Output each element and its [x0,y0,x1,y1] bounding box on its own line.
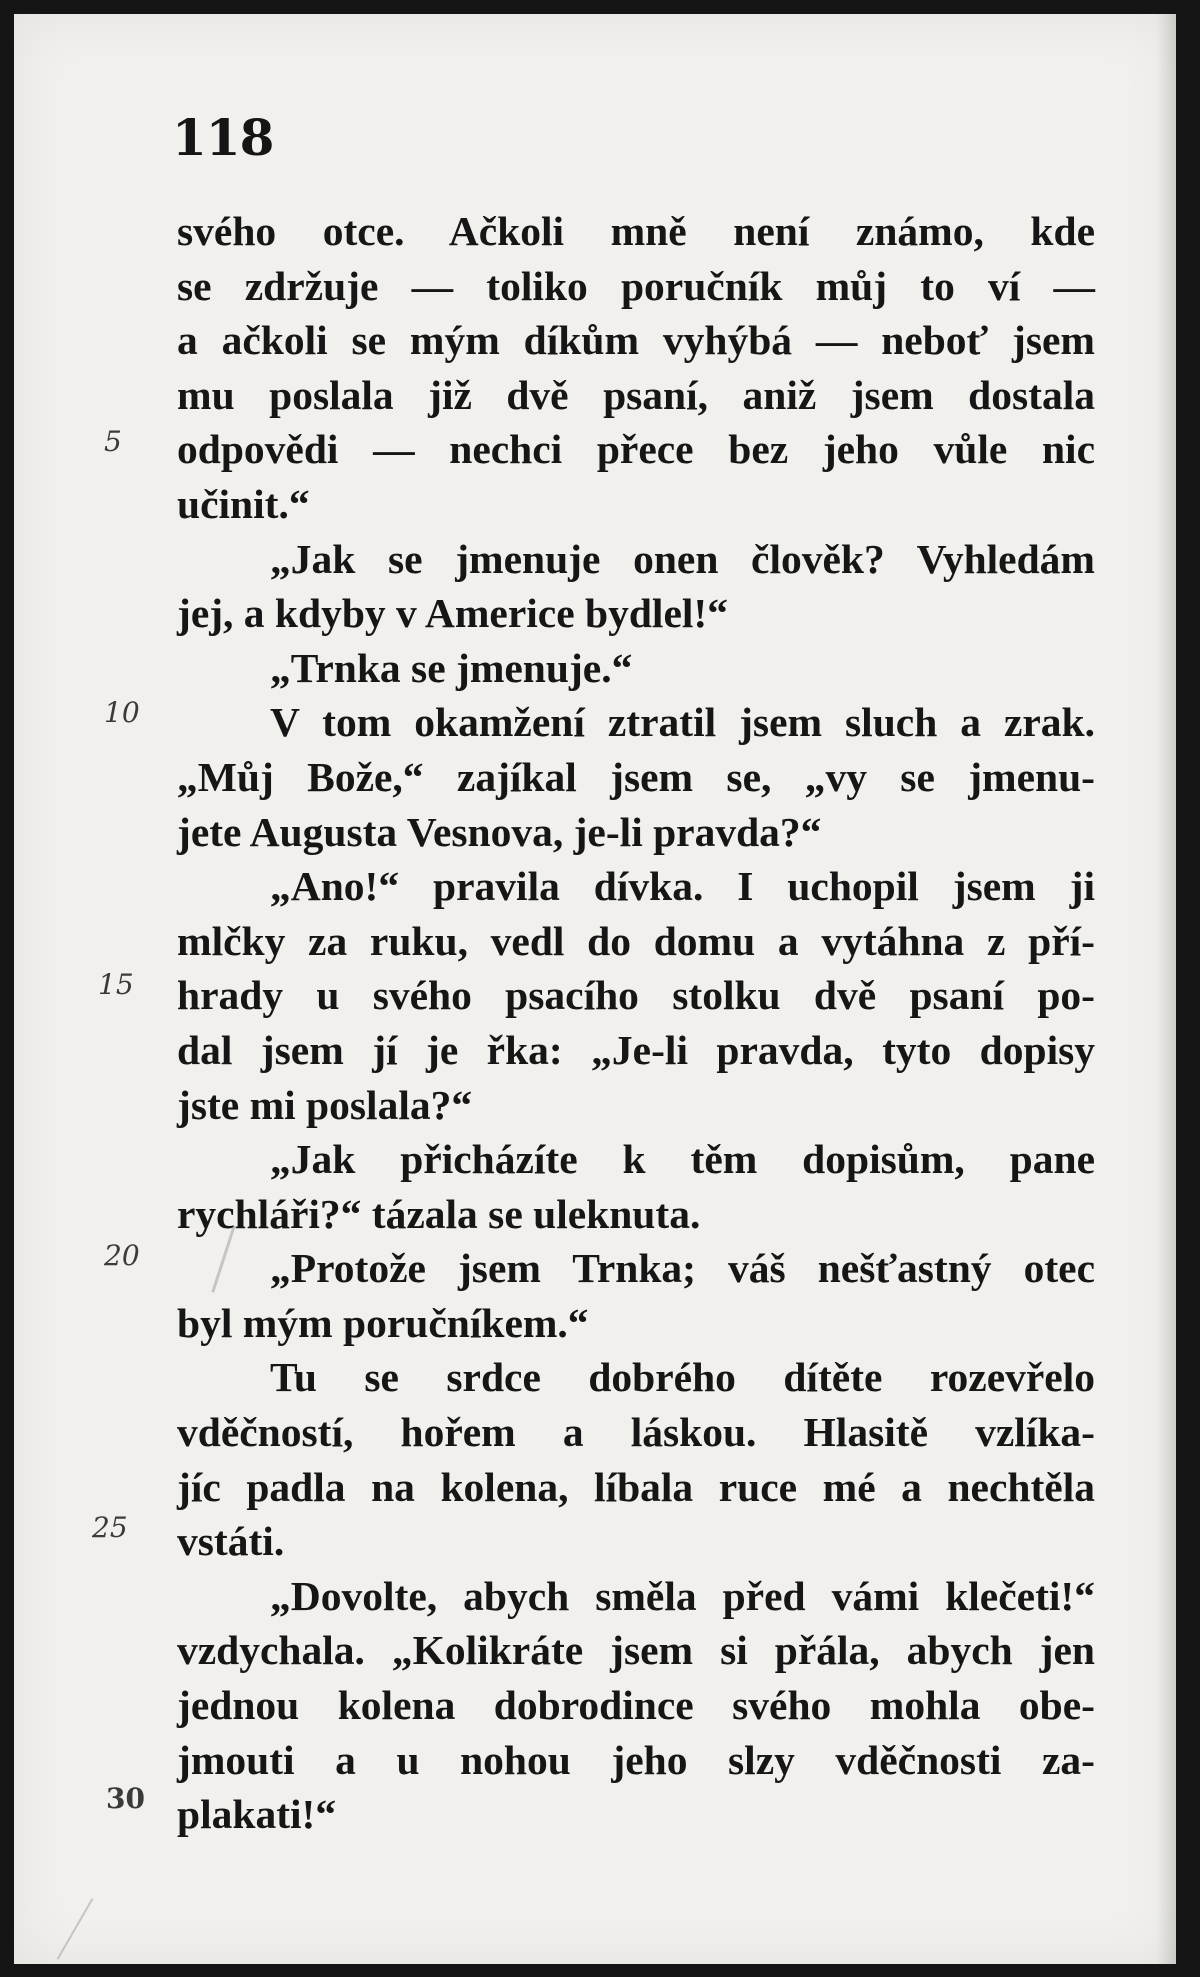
text-line: „Jak přicházíte k těm dopisům, pane [270,1136,1095,1183]
margin-line-number-20: 20 [104,1239,140,1272]
text-line: Tu se srdce dobrého dítěte rozevřelo [270,1354,1095,1401]
margin-line-number-30: 30 [106,1782,145,1815]
text-line: vděčností, hořem a láskou. Hlasitě vzlíka- [177,1409,1095,1456]
text-line: hrady u svého psacího stolku dvě psaní po- [177,972,1095,1019]
margin-line-number-10: 10 [104,696,140,729]
text-line: jste mi poslala?“ [177,1081,473,1128]
text-line: a ačkoli se mým díkům vyhýbá — neboť jsem [177,317,1095,364]
pencil-stroke [57,1898,94,1960]
text-line: jmouti a u nohou jeho slzy vděčnosti za- [177,1736,1095,1783]
text-line: byl mým poručníkem.“ [177,1299,589,1346]
text-line: učinit.“ [177,480,310,527]
text-line: „Dovolte, abych směla před vámi klečeti!“ [270,1572,1095,1619]
margin-line-number-15: 15 [98,968,134,1001]
text-line: V tom okamžení ztratil jsem sluch a zrak. [270,699,1095,746]
text-line: odpovědi — nechci přece bez jeho vůle nic [177,426,1095,473]
margin-line-number-25: 25 [92,1511,128,1544]
text-line: „Můj Bože,“ zajíkal jsem se, „vy se jmenu- [177,753,1095,800]
text-line: jednou kolena dobrodince svého mohla obe- [177,1682,1095,1729]
text-line: „Ano!“ pravila dívka. I uchopil jsem ji [270,863,1095,910]
text-line: mlčky za ruku, vedl do domu a vytáhna z pří- [177,917,1095,964]
text-line: rychláři?“ tázala se uleknuta. [177,1190,701,1237]
text-line: vstáti. [177,1518,285,1565]
page-number: 118 [172,108,274,167]
text-line: vzdychala. „Kolikráte jsem si přála, abych jen [177,1627,1095,1674]
body-text [177,204,1095,1842]
text-line: „Protože jsem Trnka; váš nešťastný otec [270,1245,1095,1292]
page-edge-shadow [1156,14,1176,1964]
text-line: „Jak se jmenuje onen člověk? Vyhledám [270,535,1095,582]
text-line: „Trnka se jmenuje.“ [270,644,633,691]
book-page [14,14,1176,1964]
text-line: plakati!“ [177,1791,337,1838]
text-line: svého otce. Ačkoli mně není známo, kde [177,208,1095,254]
text-line: jete Augusta Vesnova, je-li pravda?“ [177,808,822,855]
text-line: jíc padla na kolena, líbala ruce mé a nechtěla [177,1463,1095,1510]
text-line: jej, a kdyby v Americe bydlel!“ [177,590,728,637]
text-line: se zdržuje — toliko poručník můj to ví — [177,262,1095,309]
text-line: mu poslala již dvě psaní, aniž jsem dostala [177,371,1095,418]
margin-line-number-5: 5 [104,425,122,458]
text-line: dal jsem jí je řka: „Je-li pravda, tyto dopisy [177,1026,1095,1073]
